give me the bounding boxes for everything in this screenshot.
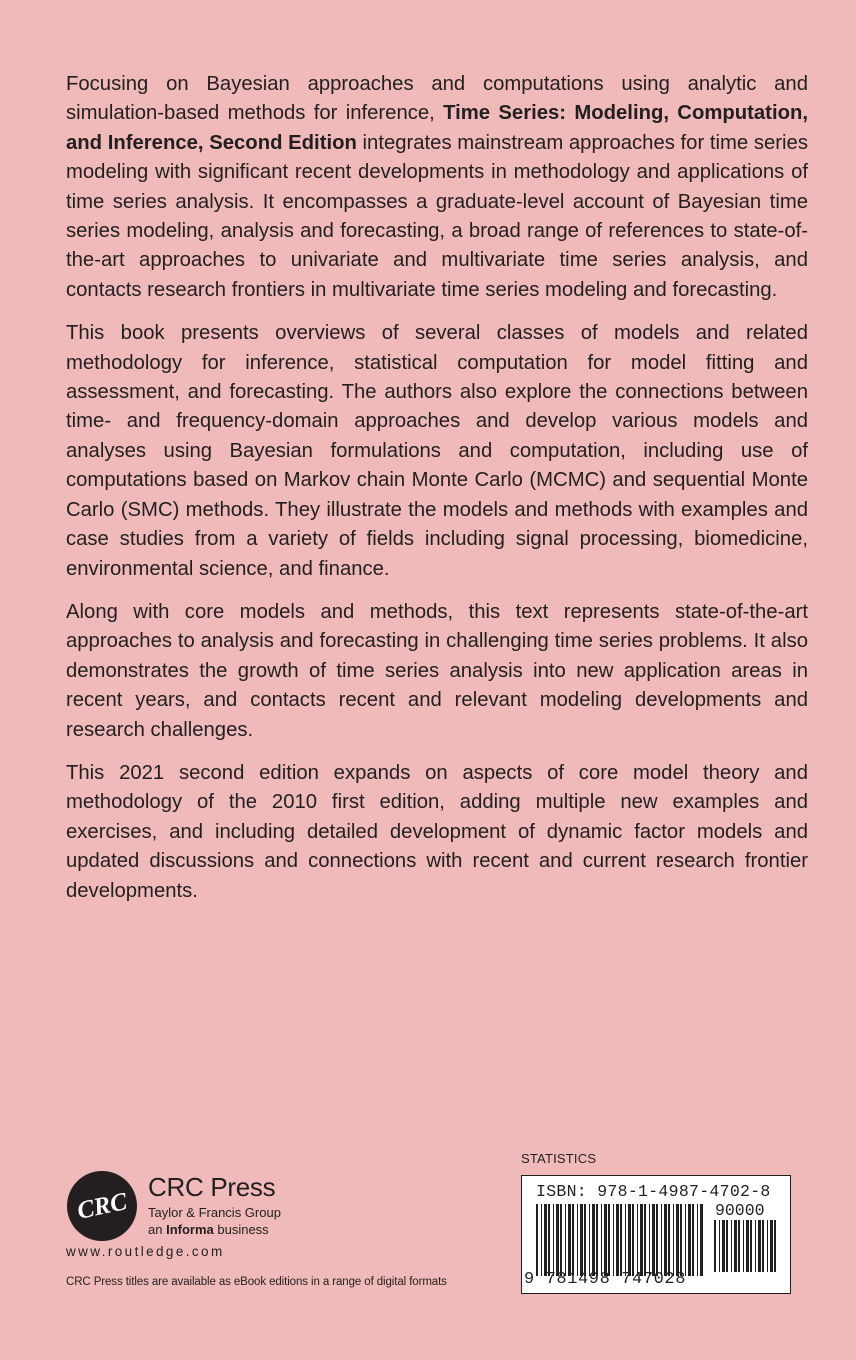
- barcode-bar: [652, 1204, 655, 1276]
- barcode-bar: [697, 1204, 698, 1276]
- barcode-bar: [661, 1204, 662, 1276]
- ebook-note: CRC Press titles are available as eBook editions in a range of digital formats: [66, 1276, 447, 1288]
- blurb-paragraph-4: This 2021 second edition expands on aspects of core model theory and methodology of the 2010 first edition, adding multiple new examples and exercises, and including detailed development of dynamic factor models and updated discussions and connections with recent and current research frontier developments.: [66, 761, 808, 902]
- barcode-bar: [676, 1204, 679, 1276]
- barcode-bar: [553, 1204, 554, 1276]
- barcode-bar: [560, 1204, 562, 1276]
- barcode-bar: [685, 1204, 686, 1276]
- barcode-bar: [656, 1204, 658, 1276]
- barcode-bar: [608, 1204, 610, 1276]
- addon-barcode-bars: [714, 1220, 780, 1272]
- isbn-barcode: [521, 1175, 791, 1294]
- barcode-bar: [722, 1220, 725, 1272]
- blurb-paragraph-2: This book presents overviews of several classes of models and related methodology for inference, statistical computation for model fitting and assessment, and forecasting. The authors also explore the connections between time- and frequency-domain approaches and develop various models and analyses using Bayesian formulations and computation, including use of computations based on Markov chain Monte Carlo (MCMC) and sequential Monte Carlo (SMC) methods. They illustrate the models and methods with examples and case studies from a variety of fields including signal processing, biomedicine, environmental science, and finance.: [66, 322, 808, 580]
- publisher-url: www.routledge.com: [66, 1244, 225, 1259]
- barcode-bar: [673, 1204, 674, 1276]
- crc-logo-icon: [66, 1170, 138, 1242]
- barcode-bar: [688, 1204, 691, 1276]
- barcode-bar: [649, 1204, 650, 1276]
- blurb-p1-end: integrates mainstream approaches for time series modeling with significant recent developments in methodology and applications of time series analysis. It encompasses a graduate-level account of Bayesian time series modeling, analysis and forecasting, a broad range of references to state-of-the-art approaches to univariate and multivariate time series analysis, and contacts research frontiers in multivariate time series modeling and forecasting.: [66, 131, 808, 301]
- barcode-bar: [664, 1204, 667, 1276]
- barcode-bar: [680, 1204, 682, 1276]
- publisher-name: CRC Press: [148, 1172, 276, 1202]
- isbn-number: ISBN: 978-1-4987-4702-8: [536, 1182, 771, 1201]
- barcode-bar: [770, 1220, 773, 1272]
- barcode-bar: [738, 1220, 740, 1272]
- barcode-bar: [632, 1204, 634, 1276]
- barcode-bar: [604, 1204, 607, 1276]
- publisher-block: [66, 1170, 496, 1360]
- barcode-bar: [714, 1220, 716, 1272]
- barcode-bar: [565, 1204, 566, 1276]
- barcode-bar: [577, 1204, 578, 1276]
- barcode-bar: [556, 1204, 559, 1276]
- barcode-bar: [536, 1204, 538, 1276]
- barcode-bar: [584, 1204, 586, 1276]
- barcode-bar: [700, 1204, 703, 1276]
- barcode-bar: [572, 1204, 574, 1276]
- ean-barcode-bars: [536, 1204, 704, 1276]
- barcode-bar: [755, 1220, 756, 1272]
- blurb-paragraph-3: Along with core models and methods, this text represents state-of-the-art approaches to analysis and forecasting in challenging time series problems. It also demonstrates the growth of time series analysis into new application areas in recent years, and contacts recent and relevant modeling developments and research challenges.: [66, 600, 808, 741]
- barcode-bar: [628, 1204, 631, 1276]
- barcode-bar: [541, 1204, 542, 1276]
- barcode-bar: [596, 1204, 598, 1276]
- barcode-bar: [544, 1204, 547, 1276]
- barcode-bar: [746, 1220, 749, 1272]
- barcode-bar: [743, 1220, 744, 1272]
- barcode-bar: [592, 1204, 595, 1276]
- barcode-bar: [726, 1220, 728, 1272]
- crc-logo-text: CRC: [74, 1188, 130, 1225]
- barcode-bar: [568, 1204, 571, 1276]
- subject-category: STATISTICS: [521, 1151, 597, 1166]
- barcode-bar: [548, 1204, 550, 1276]
- barcode-bar: [620, 1204, 622, 1276]
- barcode-bar: [613, 1204, 614, 1276]
- barcode-bar: [750, 1220, 752, 1272]
- ean-digits: 9 781498 747028: [524, 1270, 687, 1289]
- price-code: 90000: [715, 1201, 765, 1220]
- book-title: Time Series: Modeling, Computation, and Inference, Second Edition: [66, 102, 808, 154]
- barcode-bar: [616, 1204, 619, 1276]
- publisher-group-name: Taylor & Francis Group: [148, 1205, 281, 1220]
- barcode-bar: [601, 1204, 602, 1276]
- barcode-bar: [637, 1204, 638, 1276]
- barcode-bar: [644, 1204, 646, 1276]
- barcode-bar: [767, 1220, 768, 1272]
- informa-name: Informa: [166, 1222, 214, 1237]
- barcode-bar: [625, 1204, 626, 1276]
- barcode-bar: [734, 1220, 737, 1272]
- blurb-paragraph-1: [66, 70, 808, 305]
- blurb-p1-start: Focusing on Bayesian approaches and computations using analytic and simulation-based methods for inference,: [66, 73, 808, 125]
- barcode-bar: [731, 1220, 732, 1272]
- barcode-bar: [640, 1204, 643, 1276]
- publisher-group: [148, 1204, 281, 1238]
- barcode-bar: [762, 1220, 764, 1272]
- back-cover-blurb: [66, 70, 808, 920]
- barcode-bar: [758, 1220, 761, 1272]
- barcode-bar: [580, 1204, 583, 1276]
- barcode-bar: [719, 1220, 720, 1272]
- informa-line: an Informa business: [148, 1222, 269, 1237]
- barcode-bar: [692, 1204, 694, 1276]
- barcode-bar: [774, 1220, 776, 1272]
- barcode-bar: [589, 1204, 590, 1276]
- barcode-bar: [668, 1204, 670, 1276]
